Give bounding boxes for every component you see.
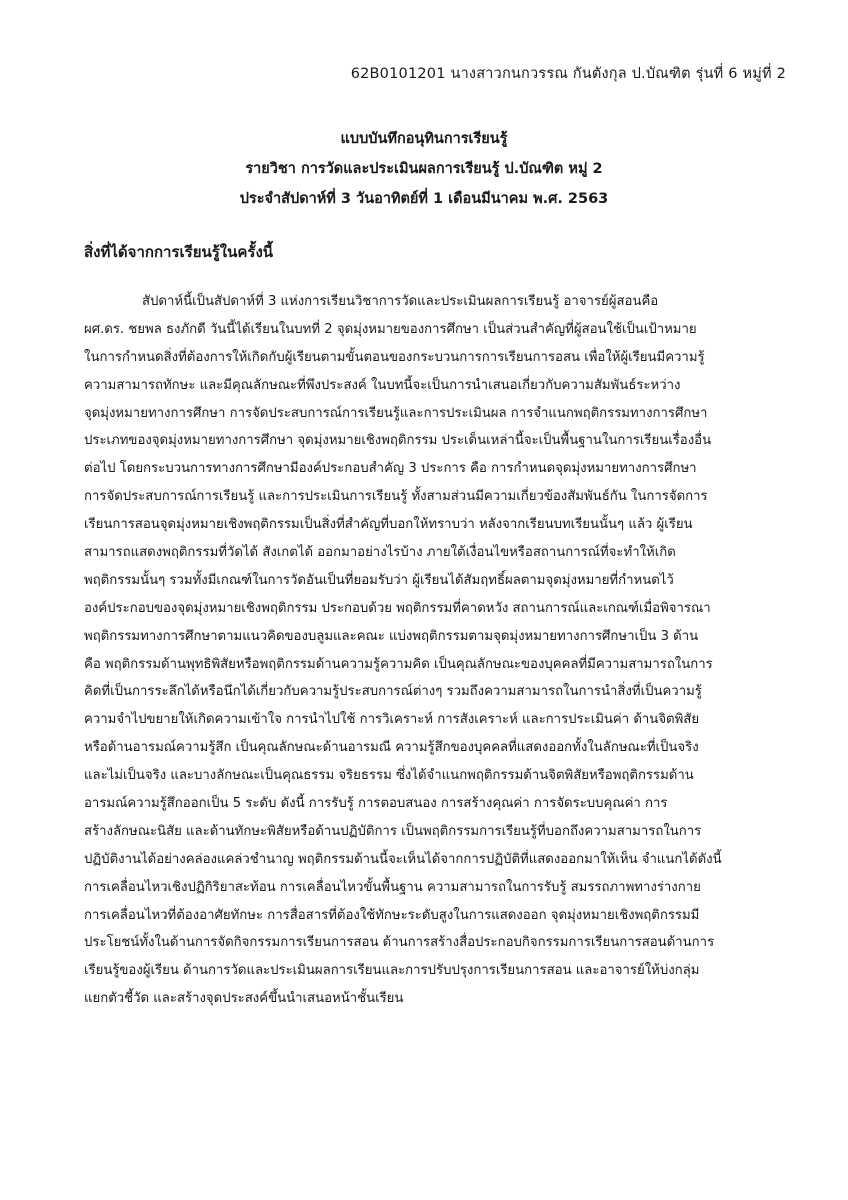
body-line: ในการกำหนดสิ่งที่ต้องการให้เกิดกับผู้เรียนตามขั้นตอนของกระบวนการการเรียนการอสน เพื่อให้ผู้เรียนมีความรู้ <box>84 349 705 365</box>
form-title: แบบบันทึกอนุทินการเรียนรู้ <box>340 131 508 147</box>
body-line: คิดที่เป็นการระลึกได้หรือนึกได้เกี่ยวกับความรู้ประสบการณ์ต่างๆ รวมถึงความสามารถในการนำสิ่งที่เป็นความรู้ <box>84 684 702 700</box>
body-line: พฤติกรรมนั้นๆ รวมทั้งมีเกณฑ์ในการวัดอันเป็นที่ยอมรับว่า ผู้เรียนได้สัมฤทธิ์ผลตามจุดมุ่งหมายที่กำหนดไว้ <box>84 572 674 588</box>
body-line: การจัดประสบการณ์การเรียนรู้ และการประเมินการเรียนรู้ ทั้งสามส่วนมีความเกี่ยวข้องสัมพันธ์กัน ในการจัดการ <box>84 489 708 505</box>
body-line: ต่อไป โดยกระบวนการทางการศึกษามีองค์ประกอบสำคัญ 3 ประการ คือ การกำหนดจุดมุ่งหมายทางการศึกษา <box>84 461 697 477</box>
body-line: แยกตัวชี้วัด และสร้างจุดประสงค์ขึ้นนำเสนอหน้าชั้นเรียน <box>84 991 404 1007</box>
title-block <box>0 124 848 214</box>
body-line: สามารถแสดงพฤติกรรมที่วัดได้ สังเกตได้ ออกมาอย่างไรบ้าง ภายใต้เงื่อนไขหรือสถานการณ์ที่จะทำให้เกิด <box>84 545 676 561</box>
body-line: คือ พฤติกรรมด้านพุทธิพิสัยหรือพฤติกรรมด้านความรู้ความคิด เป็นคุณลักษณะของบุคคลที่มีความสามารถในการ <box>84 656 713 672</box>
body-line: องค์ประกอบของจุดมุ่งหมายเชิงพฤติกรรม ประกอบด้วย พฤติกรรมที่คาดหวัง สถานการณ์และเกณฑ์เมื่อพิจารณา <box>84 600 711 616</box>
body-line: การเคลื่อนไหวที่ต้องอาศัยทักษะ การสื่อสารที่ต้องใช้ทักษะระดับสูงในการแสดงออก จุดมุ่งหมายเชิงพฤติกรรมมี <box>84 907 700 923</box>
body-line: สร้างลักษณะนิสัย และด้านทักษะพิสัยหรือด้านปฏิบัติการ เป็นพฤติกรรมการเรียนรู้ที่บอกถึงความสามารถในการ <box>84 823 702 839</box>
section-heading: สิ่งที่ได้จากการเรียนรู้ในครั้งนี้ <box>84 243 274 261</box>
body-line: อารมณ์ความรู้สึกออกเป็น 5 ระดับ ดังนี้ การรับรู้ การตอบสนอง การสร้างคุณค่า การจัดระบบคุณค่า การ <box>84 796 668 812</box>
student-id-line: 62B0101201 นางสาวกนกวรรณ กันตังกุล ป.บัณฑิต รุ่นที่ 6 หมู่ที่ 2 <box>350 66 786 82</box>
body-line: พฤติกรรมทางการศึกษาตามแนวคิดของบลูมและคณะ แบ่งพฤติกรรมตามจุดมุ่งหมายทางการศึกษาเป็น 3 ด้าน <box>84 628 699 644</box>
body-line: ความจำไปขยายให้เกิดความเข้าใจ การนำไปใช้ การวิเคราะห์ การสังเคราะห์ และการประเมินค่า ด้านจิตพิสัย <box>84 712 700 728</box>
week-date-line: ประจำสัปดาห์ที่ 3 วันอาทิตย์ที่ 1 เดือนมีนาคม พ.ศ. 2563 <box>239 191 609 207</box>
body-line: ปฏิบัติงานได้อย่างคล่องแคล่วชำนาญ พฤติกรรมด้านนี้จะเห็นได้จากการปฏิบัติที่แสดงออกมาให้เห็น จำแนกได้ดังนี้ <box>84 851 722 867</box>
body-line: ประโยชน์ทั้งในด้านการจัดกิจกรรมการเรียนการสอน ด้านการสร้างสื่อประกอบกิจกรรมการเรียนการสอนด้านการ <box>84 935 715 951</box>
body-line: ประเภทของจุดมุ่งหมายทางการศึกษา จุดมุ่งหมายเชิงพฤติกรรม ประเด็นเหล่านี้จะเป็นพื้นฐานในการเรียนเรื่องอื่น <box>84 433 712 449</box>
course-title: รายวิชา การวัดและประเมินผลการเรียนรู้ ป.บัณฑิต หมู่ 2 <box>245 161 603 177</box>
body-paragraph <box>84 288 780 1013</box>
body-line: ความสามารถทักษะ และมีคุณลักษณะที่พึงประสงค์ ในบทนี้จะเป็นการนำเสนอเกี่ยวกับความสัมพันธ์ระหว่าง <box>84 377 681 393</box>
body-line: และไม่เป็นจริง และบางลักษณะเป็นคุณธรรม จริยธรรม ซึ่งได้จำแนกพฤติกรรมด้านจิตพิสัยหรือพฤติกรรมด้าน <box>84 768 694 784</box>
body-line: ผศ.ดร. ชยพล ธงภักดี วันนี้ได้เรียนในบทที่ 2 จุดมุ่งหมายของการศึกษา เป็นส่วนสำคัญที่ผู้สอนใช้เป็นเป้าหมาย <box>84 321 697 337</box>
body-line: สัปดาห์นี้เป็นสัปดาห์ที่ 3 แห่งการเรียนวิชาการวัดและประเมินผลการเรียนรู้ อาจารย์ผู้สอนคือ <box>142 294 659 309</box>
body-line: หรือด้านอารมณ์ความรู้สึก เป็นคุณลักษณะด้านอารมณี ความรู้สึกของบุคคลที่แสดงออกทั้งในลักษณะที่เป็นจริง <box>84 740 699 756</box>
body-line: จุดมุ่งหมายทางการศึกษา การจัดประสบการณ์การเรียนรู้และการประเมินผล การจำแนกพฤติกรรมทางการศึกษา <box>84 405 708 421</box>
body-line: เรียนรู้ของผู้เรียน ด้านการวัดและประเมินผลการเรียนและการปรับปรุงการเรียนการสอน และอาจารย์ให้บ่งกลุ่ม <box>84 963 700 979</box>
body-line: เรียนการสอนจุดมุ่งหมายเชิงพฤติกรรมเป็นสิ่งที่สำคัญที่บอกให้ทราบว่า หลังจากเรียนบทเรียนนั้นๆ แล้ว ผู้เรียน <box>84 517 693 533</box>
body-line: การเคลื่อนไหวเชิงปฏิกิริยาสะท้อน การเคลื่อนไหวขั้นพื้นฐาน ความสามารถในการรับรู้ สมรรถภาพทางร่างกาย <box>84 879 701 895</box>
